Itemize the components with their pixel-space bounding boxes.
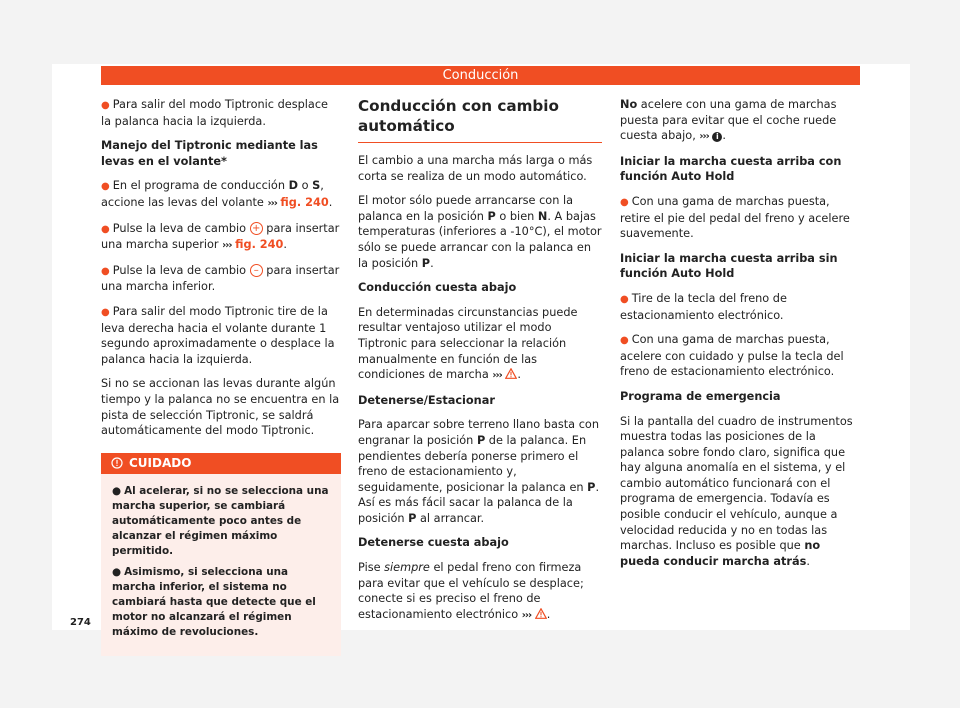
list-item: ● Con una gama de marchas puesta, retire el pie del pedal del freno y acelere suavemente.	[620, 194, 850, 241]
subheading: Iniciar la marcha cuesta arriba con función Auto Hold	[620, 154, 842, 184]
warning-triangle-icon[interactable]	[505, 368, 517, 379]
bullet-icon: ●	[101, 181, 110, 193]
column-left	[101, 97, 341, 656]
list-item: ● Tire de la tecla del freno de estacionamiento electrónico.	[620, 291, 787, 322]
list-item: ● En el programa de conducción D o S, accione las levas del volante ››› fig. 240.	[101, 179, 333, 209]
bullet-icon: ●	[101, 223, 110, 235]
list-item: ● Para salir del modo Tiptronic tire de la leva derecha hacia el volante durante 1 segundo aproximadamente o desplace la palanca hacia la izquierda.	[101, 304, 335, 366]
paragraph: En determinadas circunstancias puede resultar ventajoso utilizar el modo Tiptronic para seleccionar la relación manualmente en función de las condiciones de marcha ››› .	[358, 305, 578, 382]
paragraph: Si la pantalla del cuadro de instrumentos muestra todas las posiciones de la palanca sobre fondo claro, significa que hay alguna anomalía en el sistema, y el cambio automático funcionará con el programa de emergencia. Todavía es posible conducir el vehículo, aunque a velocidad reducida y no en todas las marchas. Incluso es posible que no pueda conducir marcha atrás.	[620, 414, 853, 568]
bullet-icon: ●	[101, 306, 110, 318]
subheading: Iniciar la marcha cuesta arriba sin función Auto Hold	[620, 251, 838, 281]
paragraph: Pise siempre el pedal freno con firmeza para evitar que el vehículo se desplace; conecte si es preciso el freno de estacionamiento electrónico ››› .	[358, 561, 584, 621]
list-item: ● Pulse la leva de cambio + para insertar una marcha superior ››› fig. 240.	[101, 221, 340, 252]
section-heading: Manejo del Tiptronic mediante las levas en el volante*	[101, 139, 318, 168]
paragraph: El motor sólo puede arrancarse con la palanca en la posición P o bien N. A bajas temperaturas (inferiores a -10°C), el motor sólo se puede arrancar con la palanca en la posición P.	[358, 194, 602, 270]
info-icon[interactable]: i	[712, 132, 722, 142]
list-item: ● Pulse la leva de cambio – para insertar una marcha inferior.	[101, 263, 340, 294]
minus-key-icon: –	[250, 264, 263, 277]
paragraph: El cambio a una marcha más larga o más corta se realiza de un modo automático.	[358, 154, 593, 183]
caution-header: CUIDADO	[101, 453, 341, 474]
caution-body	[101, 474, 341, 656]
paragraph: ● Para salir del modo Tiptronic desplace la palanca hacia la izquierda.	[101, 98, 328, 128]
paragraph: Para aparcar sobre terreno llano basta con engranar la posición P de la palanca. En pendientes debería ponerse primero el freno de estacionamiento y, seguidamente, posicionar la palanca en P. Así es más fácil sacar la palanca de la posición P al arrancar.	[358, 418, 600, 525]
bullet-icon: ●	[620, 196, 629, 208]
bullet-icon: ●	[620, 293, 629, 305]
subheading: Detenerse cuesta abajo	[358, 536, 509, 550]
column-middle	[358, 97, 602, 632]
figure-link[interactable]: fig. 240	[235, 238, 284, 252]
page-header: Conducción	[101, 66, 860, 85]
bullet-icon: ●	[620, 335, 629, 347]
bullet-icon: ●	[101, 265, 110, 277]
section-title: Conducción con cambio automático	[358, 96, 602, 143]
caution-item: ● Al acelerar, si no se selecciona una marcha superior, se cambiará automáticamente poco antes de alcanzar el régimen máximo permitido.	[112, 484, 329, 557]
subheading: Conducción cuesta abajo	[358, 281, 517, 295]
subheading: Detenerse/Estacionar	[358, 393, 495, 407]
paragraph: Si no se accionan las levas durante algún tiempo y la palanca no se encuentra en la pista de selección Tiptronic, se saldrá automáticamente del modo Tiptronic.	[101, 377, 340, 438]
caution-item: ● Asimismo, si selecciona una marcha inferior, el sistema no cambiará hasta que detecte que el motor no alcanzará el régimen máximo de revoluciones.	[112, 565, 316, 638]
paragraph: No acelere con una gama de marchas puesta para evitar que el coche ruede cuesta abajo, ››› i .	[620, 98, 837, 143]
warning-circle-icon	[111, 457, 123, 469]
warning-triangle-icon[interactable]	[535, 608, 547, 619]
list-item: ● Con una gama de marchas puesta, acelere con cuidado y pulse la tecla del freno de estacionamiento electrónico.	[620, 333, 844, 379]
column-right	[620, 97, 860, 578]
subheading: Programa de emergencia	[620, 389, 781, 403]
figure-link[interactable]: fig. 240	[280, 195, 329, 209]
bullet-icon: ●	[101, 100, 110, 111]
caution-box	[101, 453, 341, 656]
plus-key-icon: +	[250, 222, 263, 235]
page-number: 274	[70, 617, 91, 628]
